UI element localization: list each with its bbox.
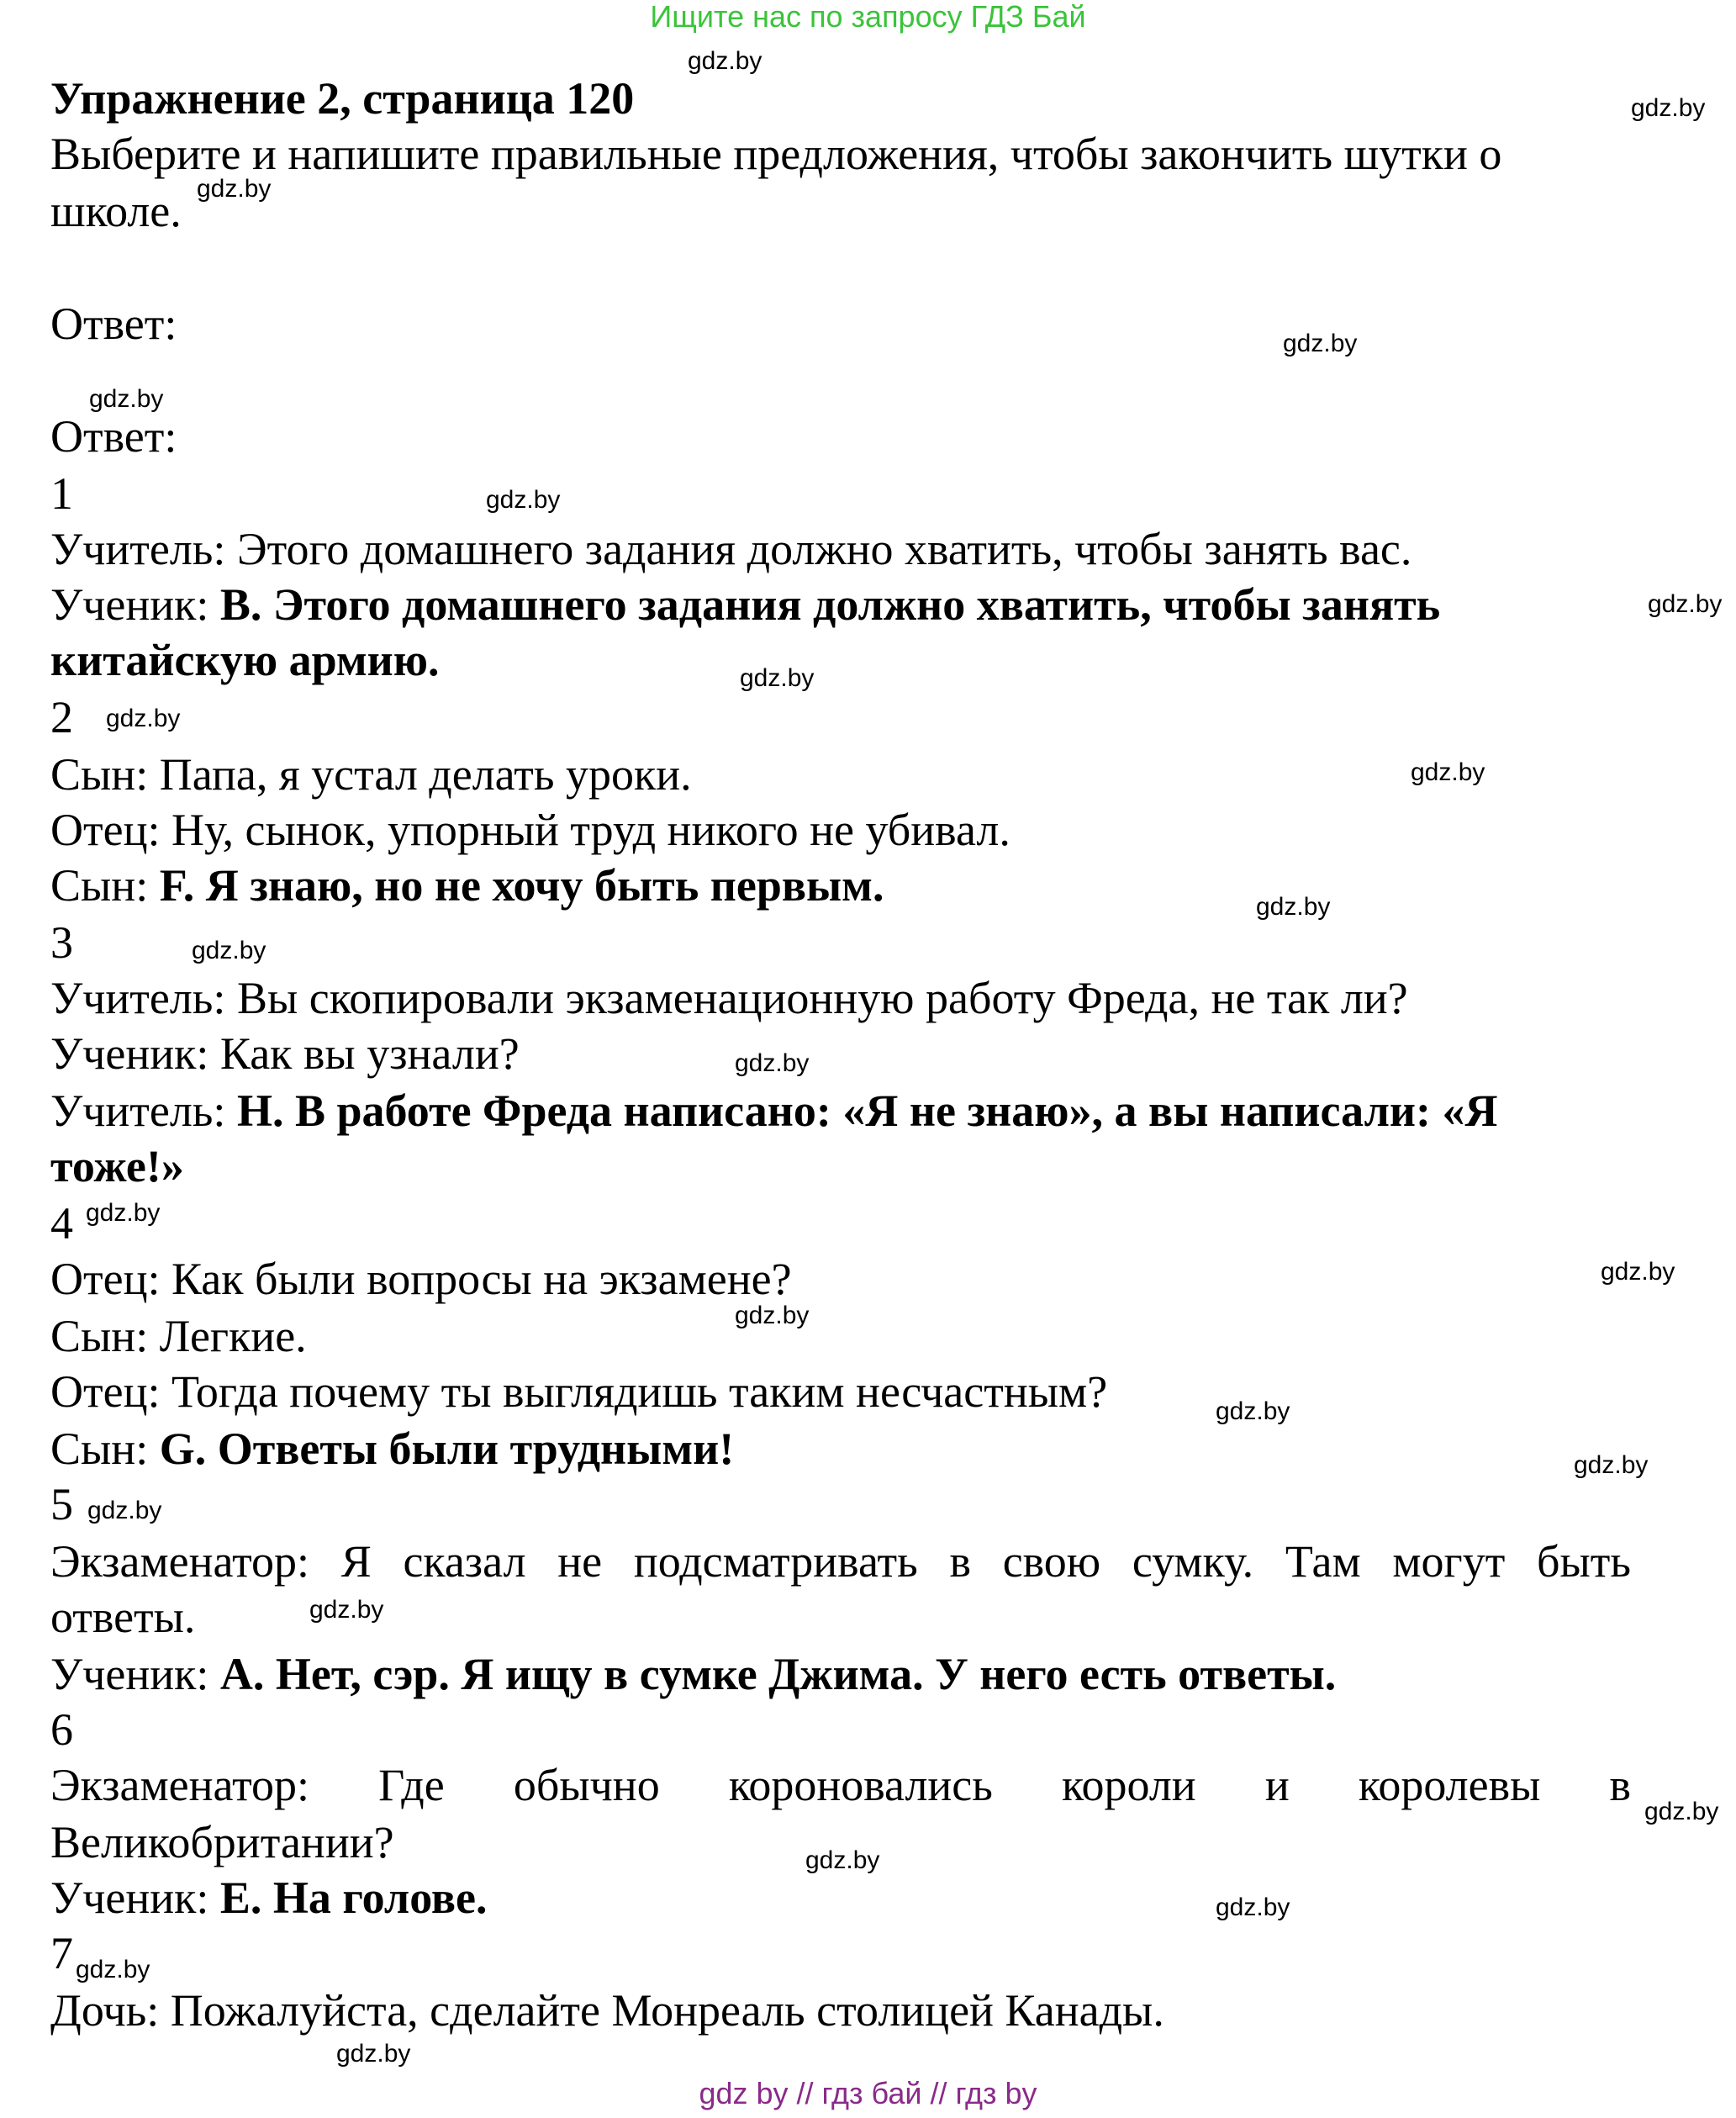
dialogue-line — [50, 1364, 1631, 1419]
answer-text: A. Нет, сэр. Я ищу в сумке Джима. У него есть ответы. — [219, 1649, 1337, 1699]
line-text: Легкие. — [159, 1311, 307, 1361]
watermark: gdz.by — [192, 937, 266, 964]
dialogue-line — [50, 1421, 1631, 1476]
dialogue-line — [50, 1083, 1631, 1138]
speaker: Учитель: — [50, 524, 226, 574]
watermark: gdz.by — [1601, 1258, 1675, 1286]
dialogue-line — [50, 1251, 1631, 1307]
dialogue-line — [50, 577, 1631, 632]
speaker: Отец: — [50, 805, 161, 855]
watermark: gdz.by — [1216, 1397, 1290, 1425]
watermark: gdz.by — [688, 47, 762, 75]
speaker: Сын: — [50, 749, 149, 800]
watermark: gdz.by — [740, 664, 815, 692]
watermark: gdz.by — [86, 1199, 161, 1227]
answer-text: F. Я знаю, но не хочу быть первым. — [159, 860, 884, 911]
dialogue-line — [50, 1983, 1631, 2038]
joke-number: 2 — [50, 692, 73, 742]
watermark: gdz.by — [735, 1049, 810, 1077]
speaker: Сын: — [50, 1311, 149, 1361]
answer-text: H. В работе Фреда написано: «Я не знаю», а вы написали: «Я — [236, 1085, 1498, 1136]
task-line-1: Выберите и напишите правильные предложения, чтобы закончить шутки о — [50, 129, 1502, 179]
line-text: Папа, я устал делать уроки. — [159, 749, 692, 800]
dialogue-line — [50, 802, 1631, 858]
speaker: Экзаменатор: — [50, 1760, 309, 1810]
watermark: gdz.by — [1574, 1451, 1649, 1479]
line-text: Ну, сынок, упорный труд никого не убивал. — [171, 805, 1010, 855]
page-title: Упражнение 2, страница 120 — [50, 73, 635, 124]
joke-number: 4 — [50, 1198, 73, 1249]
watermark: gdz.by — [1644, 1798, 1719, 1825]
watermark: gdz.by — [76, 1956, 150, 1983]
task-line-2: школе. — [50, 186, 182, 236]
line-text: Вы скопировали экзаменационную работу Фреда, не так ли? — [236, 973, 1408, 1023]
watermark: gdz.by — [1283, 330, 1358, 357]
line-text: Где обычно короновались короли и королевы в — [378, 1760, 1631, 1810]
answer-text: E. На голове. — [219, 1872, 488, 1923]
line-text: Тогда почему ты выглядишь таким несчастным? — [171, 1366, 1108, 1417]
speaker: Сын: — [50, 860, 149, 911]
speaker: Учитель: — [50, 973, 226, 1023]
watermark: gdz.by — [1256, 893, 1331, 921]
answer-label: Ответ: — [50, 411, 177, 462]
speaker: Сын: — [50, 1423, 149, 1474]
watermark: gdz.by — [1411, 758, 1485, 786]
line-text: Как были вопросы на экзамене? — [171, 1254, 792, 1304]
dialogue-line — [50, 1026, 1631, 1081]
watermark: gdz.by — [309, 1596, 384, 1624]
watermark: gdz.by — [486, 486, 561, 514]
line-text: Этого домашнего задания должно хватить, чтобы занять вас. — [236, 524, 1412, 574]
speaker: Дочь: — [50, 1985, 160, 2036]
top-banner[interactable]: Ищите нас по запросу ГДЗ Бай — [650, 0, 1086, 34]
dialogue-line — [50, 1757, 1631, 1813]
speaker: Отец: — [50, 1366, 161, 1417]
watermark: gdz.by — [89, 385, 164, 413]
speaker: Ученик: — [50, 1028, 209, 1079]
dialogue-line — [50, 970, 1631, 1026]
joke-number: 3 — [50, 917, 73, 968]
dialogue-line — [50, 1534, 1631, 1589]
line-text: Пожалуйста, сделайте Монреаль столицей Канады. — [170, 1985, 1164, 2036]
dialogue-line — [50, 858, 1631, 913]
watermark: gdz.by — [87, 1497, 162, 1524]
speaker: Экзаменатор: — [50, 1536, 309, 1587]
speaker: Ученик: — [50, 1872, 209, 1923]
watermark: gdz.by — [1648, 590, 1723, 618]
answer-text-continued: китайскую армию. — [50, 635, 440, 685]
dialogue-line — [50, 747, 1631, 802]
answer-text-continued: тоже!» — [50, 1141, 184, 1191]
dialogue-line — [50, 1870, 1631, 1925]
speaker: Ученик: — [50, 1649, 209, 1699]
speaker: Отец: — [50, 1254, 161, 1304]
line-text: Как вы узнали? — [219, 1028, 520, 1079]
watermark: gdz.by — [1216, 1894, 1290, 1921]
line-text-continued: ответы. — [50, 1592, 196, 1642]
dialogue-line — [50, 521, 1631, 577]
joke-number: 7 — [50, 1928, 73, 1978]
watermark: gdz.by — [1631, 94, 1706, 122]
dialogue-line — [50, 1308, 1631, 1364]
dialogue-line — [50, 1646, 1631, 1702]
answer-label: Ответ: — [50, 298, 177, 349]
joke-number: 1 — [50, 468, 73, 519]
watermark: gdz.by — [805, 1846, 880, 1874]
footer-links[interactable]: gdz by // гдз бай // гдз by — [699, 2076, 1037, 2110]
speaker: Ученик: — [50, 579, 209, 630]
line-text: Я сказал не подсматривать в свою сумку. Там могут быть — [340, 1536, 1632, 1587]
answer-text: B. Этого домашнего задания должно хватить, чтобы занять — [219, 579, 1441, 630]
watermark: gdz.by — [336, 2040, 411, 2068]
watermark: gdz.by — [106, 705, 181, 732]
line-text-continued: Великобритании? — [50, 1817, 394, 1867]
joke-number: 6 — [50, 1704, 73, 1755]
speaker: Учитель: — [50, 1085, 226, 1136]
watermark: gdz.by — [735, 1302, 810, 1329]
answer-text: G. Ответы были трудными! — [159, 1423, 735, 1474]
watermark: gdz.by — [197, 175, 272, 203]
joke-number: 5 — [50, 1479, 73, 1529]
